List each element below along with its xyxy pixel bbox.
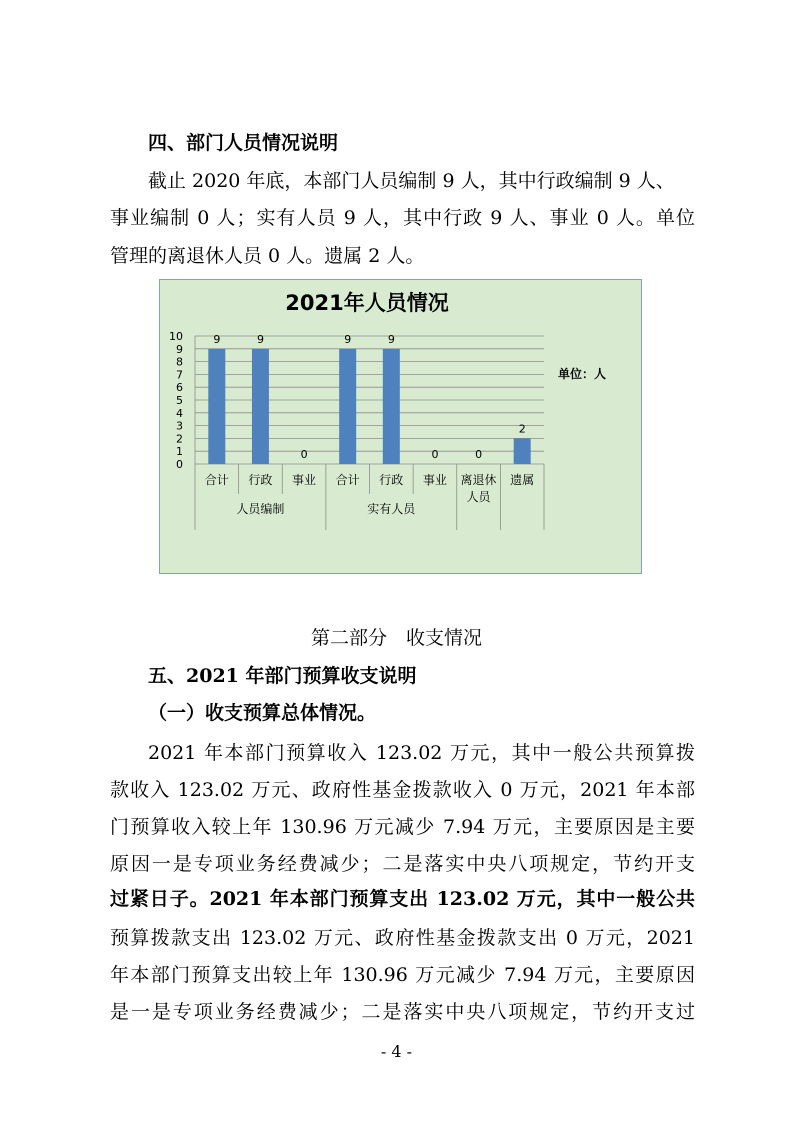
bar-value-label: 9 [213, 332, 221, 346]
group-label: 人员编制 [236, 502, 285, 516]
section5-subheading: （一）收支预算总体情况。 [148, 702, 377, 724]
bar-value-label: 0 [300, 448, 308, 461]
y-tick-label: 4 [176, 406, 183, 420]
bar [339, 349, 356, 464]
staff-chart-svg [160, 280, 643, 575]
chart-title: 2021年人员情况 [285, 291, 449, 315]
y-tick-label: 0 [176, 458, 183, 471]
section5-line-7: 年本部门预算支出较上年 130.96 万元减少 7.94 万元，主要原因 [110, 964, 695, 986]
bar-value-label: 9 [387, 332, 395, 346]
y-tick-label: 9 [176, 342, 183, 356]
staff-chart [159, 279, 642, 574]
bar [208, 349, 225, 464]
category-label: 遗属 [510, 473, 535, 487]
y-tick-label: 7 [176, 368, 183, 382]
y-tick-label: 6 [176, 381, 183, 395]
section5-heading: 五、2021 年部门预算收支说明 [148, 665, 417, 687]
category-label: 合计 [204, 473, 229, 487]
section5-line-2: 款收入 123.02 万元、政府性基金拨款收入 0 万元，2021 年本部 [110, 779, 695, 801]
bar [514, 438, 531, 464]
page-number: - 4 - [380, 1042, 413, 1061]
section5-line-1: 2021 年本部门预算收入 123.02 万元，其中一般公共预算拨 [148, 742, 695, 764]
section4-line-1: 截止 2020 年底，本部门人员编制 9 人，其中行政编制 9 人、 [148, 170, 675, 192]
bar [383, 349, 400, 464]
section5-line-3: 门预算收入较上年 130.96 万元减少 7.94 万元，主要原因是主要 [110, 816, 695, 838]
y-tick-label: 8 [176, 355, 183, 369]
bar-value-label: 2 [518, 422, 526, 436]
section5-line-6: 预算拨款支出 123.02 万元、政府性基金拨款支出 0 万元，2021 [110, 927, 695, 949]
y-tick-label: 10 [169, 330, 183, 343]
category-label: 事业 [422, 473, 447, 487]
bar-value-label: 9 [344, 332, 352, 346]
section5-line-4: 原因一是专项业务经费减少；二是落实中央八项规定，节约开支 [110, 853, 695, 875]
part2-heading: 第二部分 收支情况 [310, 627, 482, 649]
section4-heading: 四、部门人员情况说明 [148, 132, 339, 154]
y-tick-label: 1 [176, 445, 183, 459]
group-label: 实有人员 [367, 502, 416, 516]
category-label: 合计 [335, 473, 360, 487]
section4-line-3: 管理的离退休人员 0 人。遗属 2 人。 [110, 245, 425, 267]
y-tick-label: 5 [176, 394, 183, 407]
bar-value-label: 0 [475, 448, 483, 461]
section4-line-2: 事业编制 0 人；实有人员 9 人，其中行政 9 人、事业 0 人。单位 [110, 207, 695, 229]
category-label: 事业 [292, 473, 317, 487]
unit-label: 单位：人 [558, 367, 607, 381]
bar [252, 349, 269, 464]
bar-value-label: 0 [431, 448, 439, 461]
category-label: 行政 [248, 473, 273, 487]
bar-value-label: 9 [256, 332, 264, 346]
section5-line-5: 过紧日子。2021 年本部门预算支出 123.02 万元，其中一般公共 [110, 888, 695, 910]
category-label: 离退休人员 [460, 473, 497, 504]
category-label: 行政 [379, 473, 404, 487]
y-tick-label: 3 [176, 419, 183, 433]
section5-line-8: 是一是专项业务经费减少；二是落实中央八项规定，节约开支过 [110, 1001, 695, 1023]
y-tick-label: 2 [176, 432, 183, 446]
